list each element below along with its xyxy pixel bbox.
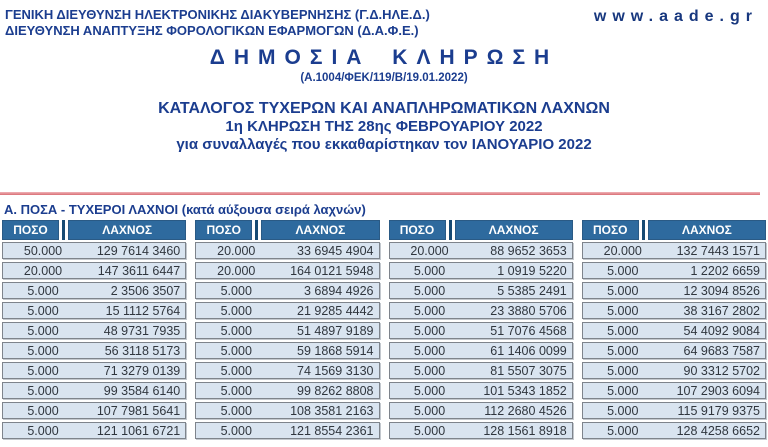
prize-amount: 5.000 [607, 283, 639, 298]
prize-cell [582, 322, 766, 339]
prize-cell [195, 362, 379, 379]
prize-cell [389, 282, 573, 299]
subtitle-block [0, 99, 768, 154]
ticket-number: 88 9652 3653 [490, 243, 567, 258]
prize-cell [2, 262, 186, 279]
prize-cell [2, 382, 186, 399]
table-row [2, 262, 766, 279]
ticket-number: 71 3279 0139 [103, 363, 181, 378]
divider-stripe [255, 220, 258, 240]
prize-cell [582, 362, 766, 379]
prize-amount: 5.000 [607, 323, 639, 338]
column-divider [639, 220, 648, 240]
ticket-number: 3 6894 4926 [303, 283, 374, 298]
ticket-number: 23 3880 5706 [490, 303, 567, 318]
red-divider-line [0, 192, 760, 195]
website-url: www.aade.gr [593, 8, 758, 25]
prize-cell [2, 302, 186, 319]
prize-amount: 5.000 [27, 283, 59, 298]
prize-cell [582, 242, 766, 259]
ticket-number: 107 7981 5641 [96, 403, 181, 418]
column-header-amount: ΠΟΣΟ [582, 220, 639, 240]
prize-amount: 5.000 [413, 343, 446, 358]
table-header-row [2, 220, 766, 240]
prize-cell [2, 322, 186, 339]
ticket-number: 2 3506 3507 [110, 283, 181, 298]
ticket-number: 59 1868 5914 [297, 343, 374, 358]
prize-cell [195, 282, 379, 299]
prize-cell [389, 342, 573, 359]
prize-amount: 5.000 [607, 403, 639, 418]
table-row [2, 342, 766, 359]
ticket-number: 56 3118 5173 [104, 343, 181, 358]
ticket-number: 129 7614 3460 [96, 243, 181, 258]
prize-cell [582, 422, 766, 439]
prize-cell [389, 302, 573, 319]
ticket-number: 147 3611 6447 [97, 263, 181, 278]
prize-cell [582, 282, 766, 299]
ticket-number: 15 1112 5764 [105, 303, 181, 318]
catalog-subtitle: ΚΑΤΑΛΟΓΟΣ ΤΥΧΕΡΩΝ ΚΑΙ ΑΝΑΠΛΗΡΩΜΑΤΙΚΩΝ ΛΑΧΝΩΝ [158, 100, 610, 117]
prize-amount: 5.000 [413, 363, 446, 378]
page-title: ΔΗΜΟΣΙΑ ΚΛΗΡΩΣΗ [209, 46, 559, 69]
prize-amount: 5.000 [607, 343, 639, 358]
prize-amount: 5.000 [27, 423, 59, 438]
prize-cell [582, 342, 766, 359]
header-group [2, 220, 186, 240]
prize-amount: 5.000 [220, 323, 252, 338]
prize-amount: 5.000 [27, 343, 59, 358]
prize-cell [195, 402, 379, 419]
column-header-number: ΛΑΧΝΟΣ [261, 220, 379, 240]
header-group [582, 220, 766, 240]
ticket-number: 74 1569 3130 [297, 363, 374, 378]
header-group [195, 220, 379, 240]
table-body [2, 242, 766, 439]
prize-amount: 5.000 [220, 303, 252, 318]
column-header-amount: ΠΟΣΟ [389, 220, 446, 240]
table-row [2, 282, 766, 299]
prize-cell [582, 262, 766, 279]
prize-amount: 5.000 [413, 423, 446, 438]
ticket-number: 48 9731 7935 [103, 323, 181, 338]
prize-cell [389, 422, 573, 439]
ticket-number: 51 4897 9189 [297, 323, 374, 338]
prize-amount: 5.000 [413, 383, 446, 398]
prize-amount: 5.000 [413, 323, 446, 338]
ticket-number: 99 8262 8808 [297, 383, 374, 398]
winners-table [0, 220, 768, 439]
prize-cell [2, 402, 186, 419]
column-header-number: ΛΑΧΝΟΣ [68, 220, 186, 240]
prize-amount: 5.000 [413, 403, 446, 418]
prize-cell [195, 242, 379, 259]
prize-cell [2, 242, 186, 259]
transactions-subtitle: για συναλλαγές που εκκαθαρίστηκαν τον ΙΑΝΟΥΑΡΙΟ 2022 [176, 136, 592, 153]
prize-amount: 20.000 [217, 263, 256, 278]
ticket-number: 5 5385 2491 [497, 283, 567, 298]
prize-cell [2, 362, 186, 379]
draw-date-subtitle: 1η ΚΛΗΡΩΣΗ ΤΗΣ 28ης ΦΕΒΡΟΥΑΡΙΟΥ 2022 [225, 118, 543, 135]
ticket-number: 51 7076 4568 [490, 323, 567, 338]
prize-amount: 50.000 [23, 243, 63, 258]
ticket-number: 99 3584 6140 [103, 383, 181, 398]
prize-cell [389, 242, 573, 259]
column-header-amount: ΠΟΣΟ [195, 220, 252, 240]
ticket-number: 121 8554 2361 [290, 423, 374, 438]
ticket-number: 12 3094 8526 [683, 283, 760, 298]
ticket-number: 101 5343 1852 [483, 383, 567, 398]
prize-cell [389, 382, 573, 399]
prize-amount: 5.000 [607, 303, 639, 318]
divider-stripe [642, 220, 645, 240]
table-row [2, 302, 766, 319]
prize-amount: 5.000 [220, 403, 252, 418]
prize-cell [389, 402, 573, 419]
header-group [389, 220, 573, 240]
prize-amount: 20.000 [23, 263, 63, 278]
ticket-number: 81 5507 3075 [490, 363, 567, 378]
prize-amount: 5.000 [607, 363, 639, 378]
prize-amount: 5.000 [220, 383, 252, 398]
prize-cell [389, 262, 573, 279]
ticket-number: 64 9683 7587 [683, 343, 760, 358]
prize-amount: 20.000 [217, 243, 256, 258]
prize-amount: 5.000 [413, 263, 446, 278]
prize-amount: 20.000 [603, 243, 642, 258]
prize-amount: 5.000 [27, 403, 59, 418]
column-divider [59, 220, 68, 240]
prize-cell [2, 422, 186, 439]
ticket-number: 132 7443 1571 [676, 243, 760, 258]
prize-amount: 5.000 [220, 363, 252, 378]
prize-amount: 5.000 [27, 363, 59, 378]
column-header-number: ΛΑΧΝΟΣ [455, 220, 573, 240]
table-row [2, 362, 766, 379]
table-row [2, 402, 766, 419]
table-row [2, 382, 766, 399]
prize-cell [195, 422, 379, 439]
ticket-number: 54 4092 9084 [683, 323, 760, 338]
ticket-number: 1 0919 5220 [497, 263, 567, 278]
prize-amount: 5.000 [607, 423, 639, 438]
ticket-number: 121 1061 6721 [96, 423, 181, 438]
prize-amount: 5.000 [220, 283, 252, 298]
prize-amount: 5.000 [607, 383, 639, 398]
decision-reference: (Α.1004/ΦΕΚ/119/Β/19.01.2022) [300, 72, 468, 84]
section-a-heading: Α. ΠΟΣΑ - ΤΥΧΕΡΟΙ ΛΑΧΝΟΙ (κατά αύξουσα σειρά λαχνών) [4, 202, 366, 217]
ticket-number: 115 9179 9375 [677, 403, 760, 418]
ticket-number: 21 9285 4442 [297, 303, 374, 318]
ticket-number: 128 4258 6652 [676, 423, 760, 438]
department-block [5, 7, 430, 39]
ticket-number: 128 1561 8918 [483, 423, 567, 438]
ticket-number: 90 3312 5702 [683, 363, 760, 378]
department-line-1: ΓΕΝΙΚΗ ΔΙΕΥΘΥΝΣΗ ΗΛΕΚΤΡΟΝΙΚΗΣ ΔΙΑΚΥΒΕΡΝΗΣΗΣ (Γ.Δ.ΗΛΕ.Δ.) [5, 7, 430, 22]
prize-cell [2, 282, 186, 299]
prize-amount: 5.000 [27, 323, 59, 338]
prize-cell [582, 382, 766, 399]
prize-amount: 5.000 [607, 263, 639, 278]
column-divider [252, 220, 261, 240]
prize-cell [582, 402, 766, 419]
prize-cell [389, 362, 573, 379]
prize-cell [389, 322, 573, 339]
table-row [2, 242, 766, 259]
column-header-amount: ΠΟΣΟ [2, 220, 59, 240]
prize-cell [582, 302, 766, 319]
prize-amount: 5.000 [27, 303, 59, 318]
prize-amount: 20.000 [410, 243, 449, 258]
prize-cell [195, 342, 379, 359]
prize-cell [195, 302, 379, 319]
divider-stripe [62, 220, 65, 240]
ticket-number: 33 6945 4904 [297, 243, 374, 258]
prize-cell [2, 342, 186, 359]
column-header-number: ΛΑΧΝΟΣ [648, 220, 766, 240]
ticket-number: 108 3581 2163 [290, 403, 374, 418]
ticket-number: 61 1406 0099 [490, 343, 567, 358]
prize-amount: 5.000 [27, 383, 59, 398]
table-row [2, 322, 766, 339]
prize-amount: 5.000 [413, 303, 446, 318]
department-line-2: ΔΙΕΥΘΥΝΣΗ ΑΝΑΠΤΥΞΗΣ ΦΟΡΟΛΟΓΙΚΩΝ ΕΦΑΡΜΟΓΩΝ (Δ.Α.Φ.Ε.) [5, 23, 419, 38]
prize-amount: 5.000 [413, 283, 446, 298]
ticket-number: 164 0121 5948 [290, 263, 374, 278]
ticket-number: 112 2680 4526 [484, 403, 567, 418]
prize-cell [195, 382, 379, 399]
divider-stripe [449, 220, 452, 240]
table-row [2, 422, 766, 439]
column-divider [446, 220, 455, 240]
ticket-number: 38 3167 2802 [683, 303, 760, 318]
prize-amount: 5.000 [220, 423, 252, 438]
ticket-number: 107 2903 6094 [676, 383, 760, 398]
ticket-number: 1 2202 6659 [690, 263, 760, 278]
prize-amount: 5.000 [220, 343, 252, 358]
prize-cell [195, 322, 379, 339]
top-header [0, 7, 768, 39]
prize-cell [195, 262, 379, 279]
